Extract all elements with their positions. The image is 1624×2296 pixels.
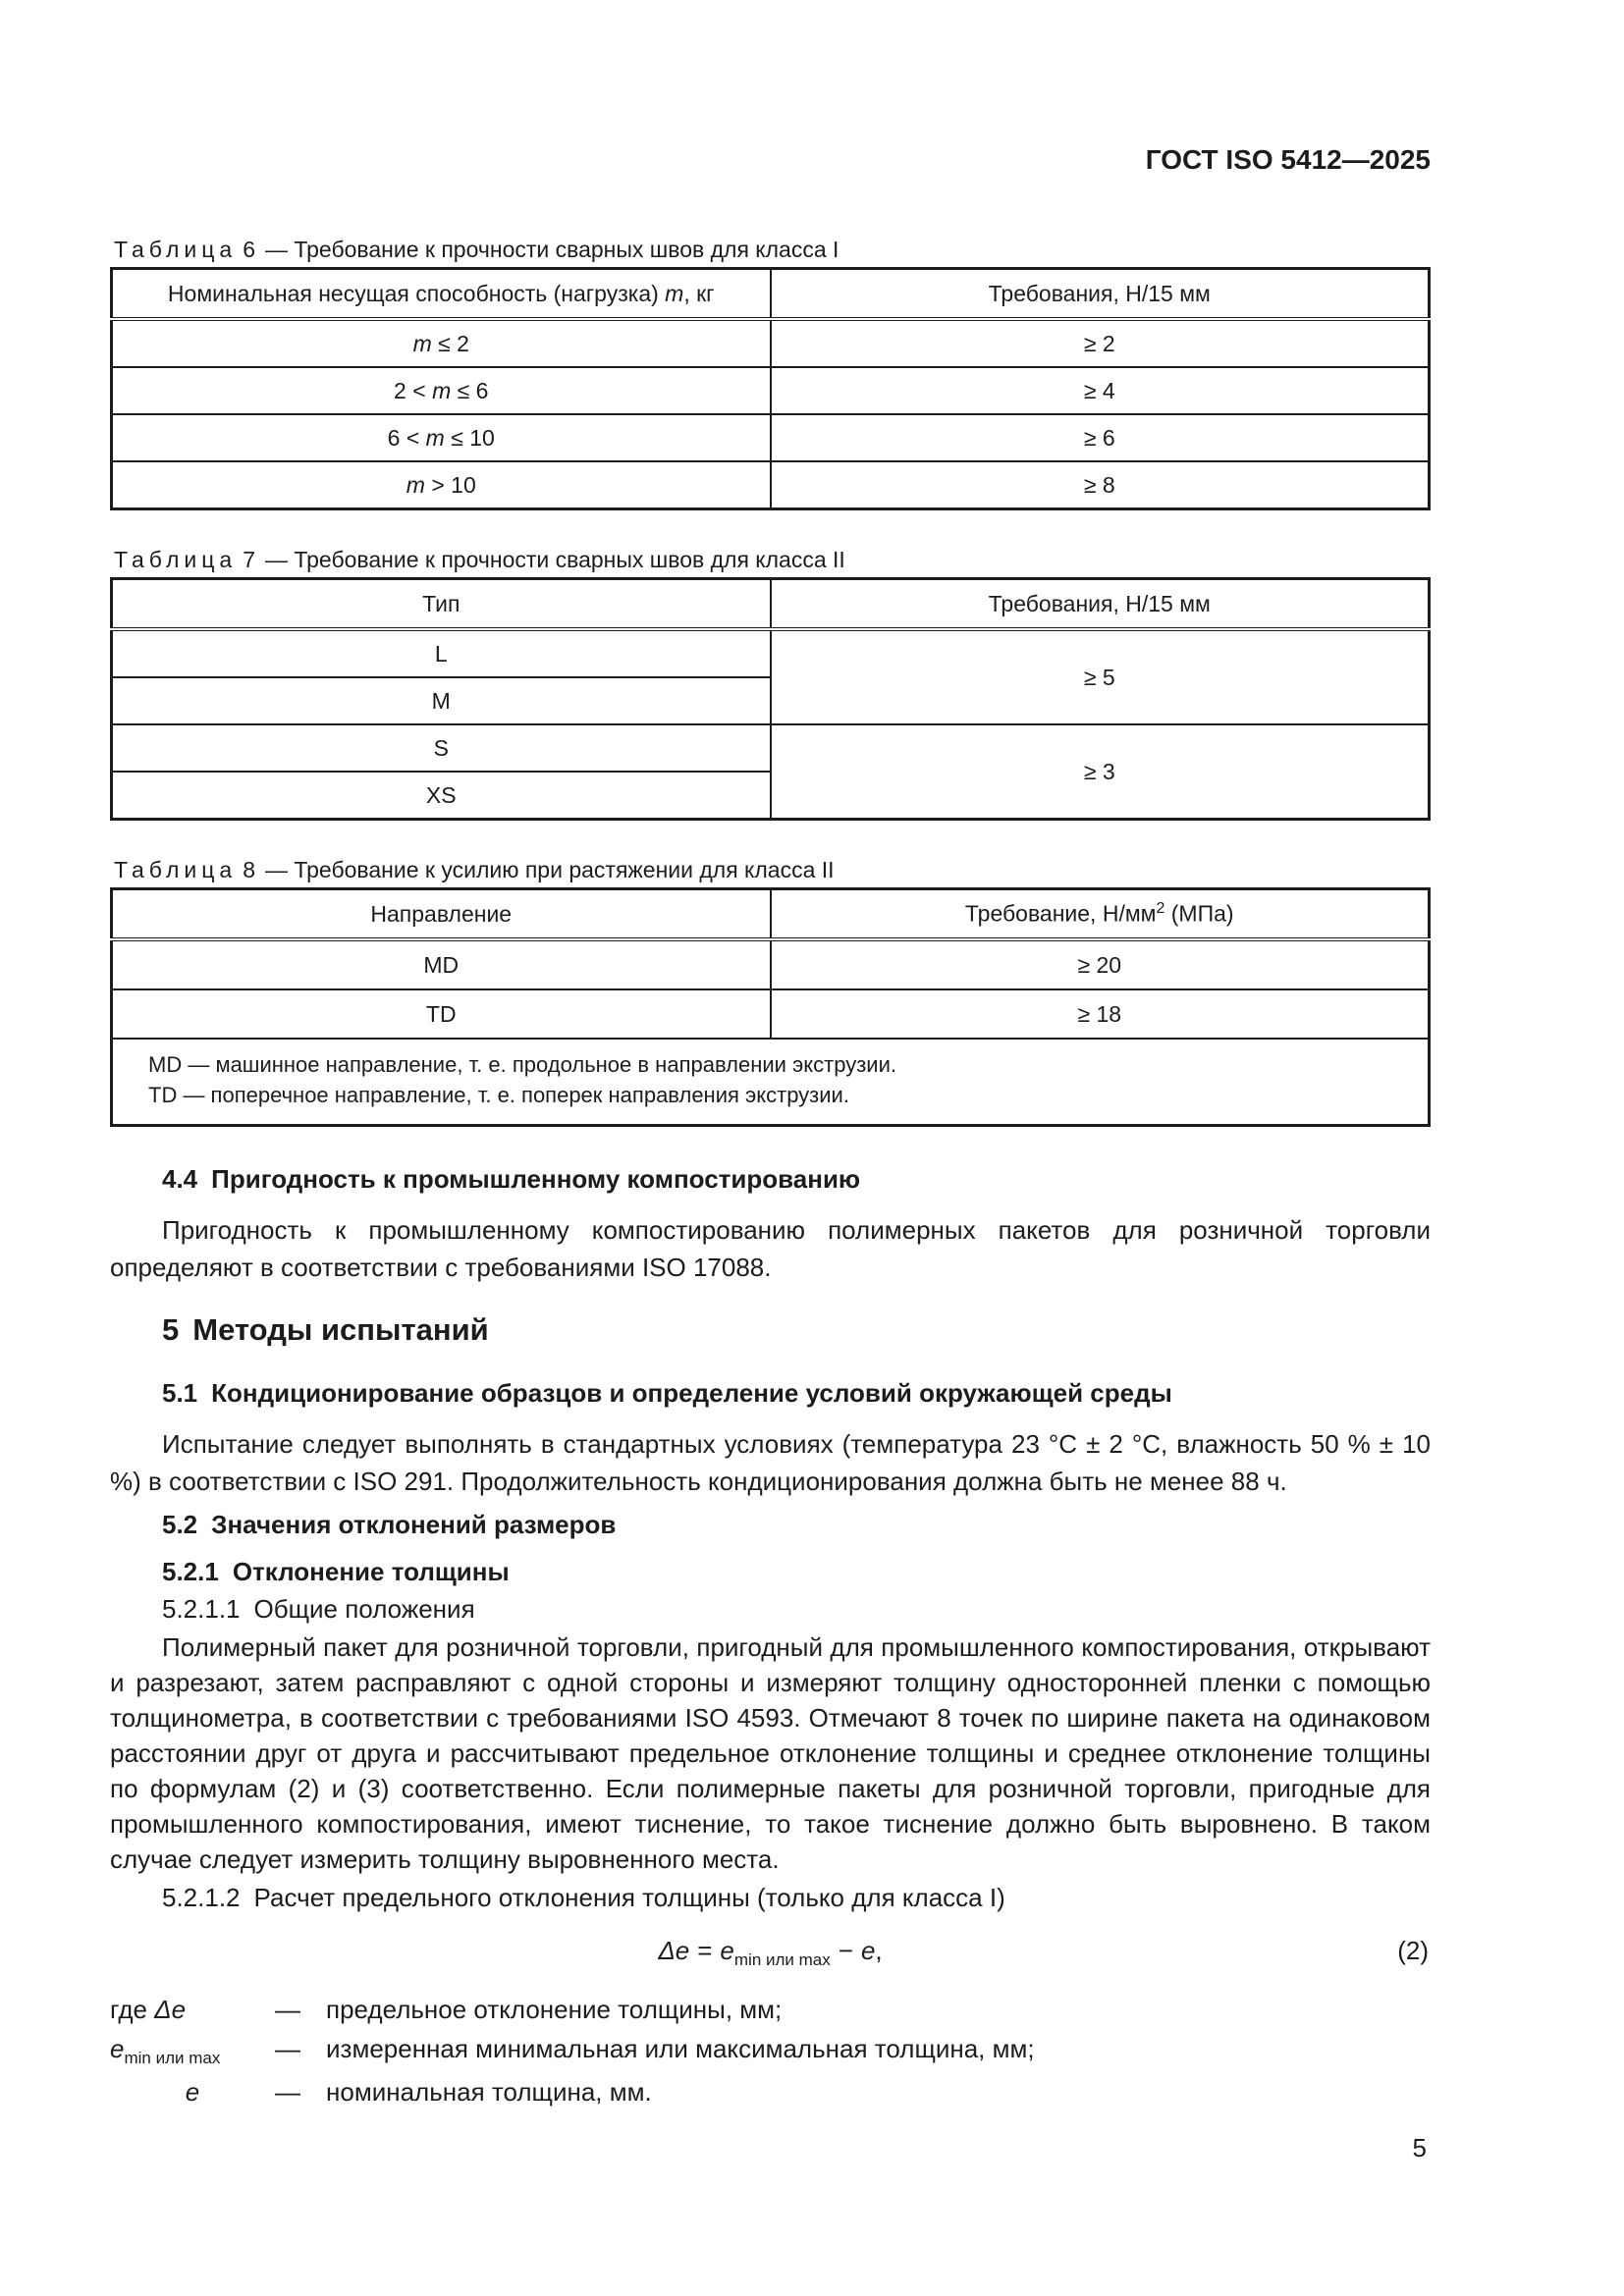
formula-number: (2): [1397, 1936, 1429, 1965]
legend-term: $e_{min или max}$: [110, 2034, 221, 2068]
requirement-cell: ≥ 8: [771, 461, 1430, 509]
legend-definition: предельное отклонение толщины, мм;: [326, 1995, 783, 2024]
table7-col1-header: Тип: [112, 579, 771, 630]
heading-4-4: 4.4 Пригодность к промышленному компостированию: [162, 1164, 861, 1194]
table7-caption-label: Таблица: [114, 547, 238, 572]
table8-caption-label: Таблица: [114, 857, 238, 882]
table-header-row: [112, 889, 1430, 940]
legend-definition: измеренная минимальная или максимальная толщина, мм;: [326, 2034, 1035, 2063]
table-header-row: [112, 269, 1430, 320]
table8-footnote: [112, 1039, 1430, 1126]
legend-item: [110, 2034, 1431, 2068]
table6-caption-text: — Требование к прочности сварных швов для класса I: [264, 237, 839, 262]
legend-dash: —: [275, 1995, 300, 2024]
table-row: [112, 724, 1430, 772]
heading-5-2-1-1: 5.2.1.1 Общие положения: [162, 1594, 475, 1624]
load-range-cell: 6 < m ≤ 10: [112, 414, 771, 461]
table-footnote-row: [112, 1039, 1430, 1126]
heading-5: 5 Методы испытаний: [162, 1312, 489, 1347]
legend-dash: —: [275, 2077, 300, 2108]
table8-caption-text: — Требование к усилию при растяжении для класса II: [264, 857, 835, 882]
heading-5-2-1-2: 5.2.1.2 Расчет предельного отклонения толщины (только для класса I): [162, 1883, 1005, 1912]
table8-caption-number: 8: [243, 857, 255, 882]
load-range-cell: m > 10: [112, 461, 771, 509]
page-number: 5: [1412, 2133, 1427, 2163]
heading-5-2-1: 5.2.1 Отклонение толщины: [162, 1557, 510, 1586]
paragraph-5-1: Испытание следует выполнять в стандартных условиях (температура 23 °С ± 2 °С, влажность 50 % ± 10 %) в соответствии с ISO 291. Продолжительность кондиционирования должна быть не менее 88 ч.: [110, 1429, 1431, 1496]
table7-weld-strength-class2: [110, 577, 1431, 821]
direction-cell: TD: [112, 989, 771, 1039]
legend-item: [110, 2077, 1431, 2108]
paragraph-5-2-1-1: Полимерный пакет для розничной торговли, пригодный для промышленного компостирования, открывают и разрезают, затем расправляют с одной стороны и измеряют толщину односторонней пленки с помощью толщинометра, в соответствии с требованиями ISO 4593. Отмечают 8 точек по ширине пакета на одинаковом расстоянии друг от друга и рассчитывают предельное отклонение толщины и среднее отклонение толщины по формулам (2) и (3) соответственно. Если полимерные пакеты для розничной торговли, пригодные для промышленного компостирования, имеют тиснение, то такое тиснение должно быть выровнено. В таком случае следует измерить толщину выровненного места.: [110, 1632, 1431, 1874]
legend-dash: —: [275, 2034, 300, 2063]
formula-2: [110, 1936, 1431, 1981]
table-row: [112, 414, 1430, 461]
requirement-cell: ≥ 3: [771, 724, 1430, 820]
requirement-cell: ≥ 4: [771, 367, 1430, 414]
legend-item: [110, 1995, 1431, 2025]
footnote-md: MD — машинное направление, т. е. продольное в направлении экструзии.: [148, 1052, 896, 1077]
footnote-td: TD — поперечное направление, т. е. поперек направления экструзии.: [148, 1083, 849, 1107]
type-cell: L: [112, 629, 771, 677]
running-header: [110, 145, 1431, 175]
heading-5-1: 5.1 Кондиционирование образцов и определение условий окружающей среды: [162, 1378, 1172, 1408]
type-cell: M: [112, 677, 771, 724]
type-cell: XS: [112, 772, 771, 820]
requirement-cell: ≥ 20: [771, 939, 1430, 989]
table6-col2-header: Требования, Н/15 мм: [771, 269, 1430, 320]
requirement-cell: ≥ 2: [771, 319, 1430, 367]
heading-5-2: 5.2 Значения отклонений размеров: [162, 1510, 617, 1539]
formula-expression: $\Delta e = e_{min или max} - e$,: [658, 1936, 883, 1970]
table-row: [112, 461, 1430, 509]
table8-tensile-requirement-class2: [110, 887, 1431, 1127]
table-row: [112, 989, 1430, 1039]
paragraph-4-4: Пригодность к промышленному компостированию полимерных пакетов для розничной торговли определяют в соответствии с требованиями ISO 17088.: [110, 1215, 1431, 1282]
standard-designation: ГОСТ ISO 5412—2025: [1145, 144, 1431, 175]
table6-caption-number: 6: [243, 237, 255, 262]
table-row: [112, 939, 1430, 989]
requirement-cell: ≥ 18: [771, 989, 1430, 1039]
table7-col2-header: Требования, Н/15 мм: [771, 579, 1430, 630]
formula-legend: [110, 1995, 1431, 2108]
load-range-cell: 2 < m ≤ 6: [112, 367, 771, 414]
direction-cell: MD: [112, 939, 771, 989]
table8-col1-header: Направление: [112, 889, 771, 940]
table6-col1-header: Номинальная несущая способность (нагрузка) m, кг: [112, 269, 771, 320]
table6-weld-strength-class1: [110, 267, 1431, 510]
table6-caption: [114, 236, 1431, 263]
table-row: [112, 629, 1430, 677]
table7-caption-number: 7: [243, 547, 255, 572]
legend-term: где Δe: [110, 1995, 187, 2024]
table-row: [112, 319, 1430, 367]
requirement-cell: ≥ 6: [771, 414, 1430, 461]
table7-caption-text: — Требование к прочности сварных швов для класса II: [264, 547, 845, 572]
table7-caption: [114, 546, 1431, 573]
table-header-row: [112, 579, 1430, 630]
legend-term: e: [185, 2077, 200, 2108]
type-cell: S: [112, 724, 771, 772]
table8-caption: [114, 856, 1431, 883]
load-range-cell: m ≤ 2: [112, 319, 771, 367]
table-row: [112, 367, 1430, 414]
table6-caption-label: Таблица: [114, 237, 238, 262]
requirement-cell: ≥ 5: [771, 629, 1430, 724]
table8-col2-header: Требование, $Н/мм^2$ (МПа): [771, 889, 1430, 940]
legend-definition: номинальная толщина, мм.: [326, 2077, 652, 2108]
